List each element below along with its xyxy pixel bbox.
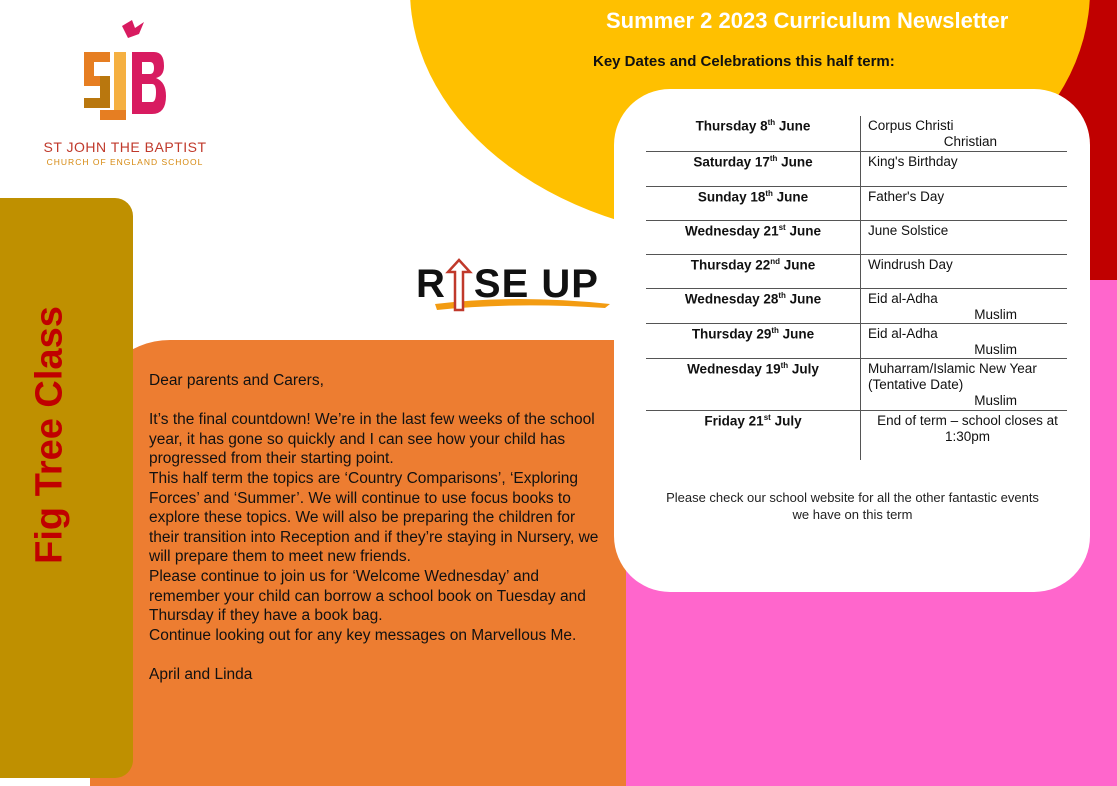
date-month: June bbox=[777, 154, 813, 169]
date-suffix: st bbox=[763, 412, 771, 422]
key-dates-heading: Key Dates and Celebrations this half term: bbox=[593, 53, 895, 70]
key-date-row bbox=[646, 254, 1067, 288]
parent-letter bbox=[149, 371, 604, 685]
date-day: Wednesday 28 bbox=[684, 291, 779, 306]
key-date-day bbox=[646, 358, 861, 410]
date-day: Thursday 8 bbox=[695, 118, 768, 134]
event-religion: Muslim bbox=[974, 341, 1017, 357]
key-date-day bbox=[646, 288, 861, 323]
event-name: Eid al-Adha bbox=[868, 290, 938, 306]
key-date-day bbox=[646, 323, 861, 358]
key-date-row bbox=[646, 410, 1067, 460]
date-month: June bbox=[778, 326, 815, 341]
event-name: June Solstice bbox=[868, 222, 949, 238]
date-month: July bbox=[788, 361, 819, 376]
key-date-event bbox=[861, 358, 1068, 410]
dove-icon bbox=[122, 20, 144, 38]
date-suffix: th bbox=[780, 360, 789, 370]
event-religion: Christian bbox=[943, 134, 997, 149]
website-note: Please check our school website for all the other fantastic events we have on this term bbox=[666, 490, 1039, 522]
school-name: ST JOHN THE BAPTIST bbox=[43, 139, 207, 155]
letter-paragraph: Continue looking out for any key messages on Marvellous Me. bbox=[149, 626, 577, 644]
date-month: June bbox=[775, 118, 811, 134]
letter-paragraph: Please continue to join us for ‘Welcome Wednesday’ and remember your child can borrow a school book on Tuesday and Thursday if they have a book bag. bbox=[149, 567, 586, 625]
date-day: Sunday 18 bbox=[697, 189, 766, 204]
key-date-day bbox=[646, 186, 861, 220]
date-month: July bbox=[770, 413, 802, 428]
key-date-event bbox=[861, 220, 1068, 254]
event-religion: Muslim bbox=[974, 306, 1017, 322]
key-date-day bbox=[646, 220, 861, 254]
date-month: June bbox=[780, 257, 816, 272]
date-suffix: th bbox=[767, 118, 776, 127]
event-name: Eid al-Adha bbox=[868, 325, 938, 341]
key-dates-table bbox=[646, 116, 1067, 460]
key-date-day bbox=[646, 151, 861, 186]
key-date-event bbox=[861, 116, 1068, 151]
class-name bbox=[20, 306, 80, 564]
event-name: Father's Day bbox=[868, 188, 945, 204]
key-date-day bbox=[646, 116, 861, 151]
key-date-event bbox=[861, 254, 1068, 288]
class-name-text: Fig Tree Class bbox=[28, 306, 71, 564]
letter-signoff: April and Linda bbox=[149, 665, 253, 683]
event-name: King's Birthday bbox=[868, 153, 958, 169]
key-date-event bbox=[861, 323, 1068, 358]
date-suffix: nd bbox=[770, 256, 781, 266]
date-day: Thursday 22 bbox=[690, 257, 771, 272]
key-date-day bbox=[646, 410, 861, 460]
key-date-row bbox=[646, 220, 1067, 254]
letter-greeting: Dear parents and Carers, bbox=[149, 372, 324, 389]
date-suffix: st bbox=[778, 222, 786, 232]
key-date-event bbox=[861, 186, 1068, 220]
letter-paragraph: It’s the final countdown! We’re in the last few weeks of the school year, it has gone so quickly and I can see how your child has progressed from their starting point. bbox=[149, 411, 595, 468]
date-day: Wednesday 21 bbox=[685, 223, 779, 238]
date-month: June bbox=[772, 189, 809, 204]
event-name: End of term – school closes at 1:30pm bbox=[877, 412, 1058, 444]
date-day: Wednesday 19 bbox=[687, 361, 781, 376]
event-religion: Muslim bbox=[974, 392, 1017, 408]
date-suffix: th bbox=[765, 188, 773, 198]
key-date-row bbox=[646, 323, 1067, 358]
key-date-row bbox=[646, 186, 1067, 220]
key-date-event bbox=[861, 151, 1068, 186]
date-day: Thursday 29 bbox=[691, 326, 772, 341]
key-date-day bbox=[646, 254, 861, 288]
letter-paragraph: This half term the topics are ‘Country Comparisons’, ‘Exploring Forces’ and ‘Summer’. We will continue to use focus books to explore these topics. We will also be preparing the children for their transition into Reception and if they’re staying in Nursery, we will prepare them to meet new friends. bbox=[149, 469, 599, 566]
date-month: June bbox=[785, 223, 821, 238]
event-name: Muharram/Islamic New Year (Tentative Date) bbox=[868, 360, 1037, 392]
date-day: Friday 21 bbox=[704, 413, 764, 428]
date-day: Saturday 17 bbox=[693, 154, 770, 169]
newsletter-title: Summer 2 2023 Curriculum Newsletter bbox=[606, 8, 1009, 33]
key-date-row bbox=[646, 288, 1067, 323]
event-name: Windrush Day bbox=[868, 256, 953, 272]
key-date-event bbox=[861, 288, 1068, 323]
key-date-row bbox=[646, 358, 1067, 410]
rise-up-wordmark: R SE UP bbox=[416, 262, 599, 306]
key-date-row bbox=[646, 116, 1067, 151]
date-month: June bbox=[785, 291, 822, 306]
school-subtitle: CHURCH OF ENGLAND SCHOOL bbox=[46, 157, 204, 167]
key-date-event bbox=[861, 410, 1068, 460]
date-suffix: th bbox=[769, 153, 778, 163]
date-suffix: th bbox=[778, 290, 786, 300]
date-suffix: th bbox=[771, 325, 779, 335]
event-name: Corpus Christi bbox=[868, 118, 954, 133]
key-date-row bbox=[646, 151, 1067, 186]
